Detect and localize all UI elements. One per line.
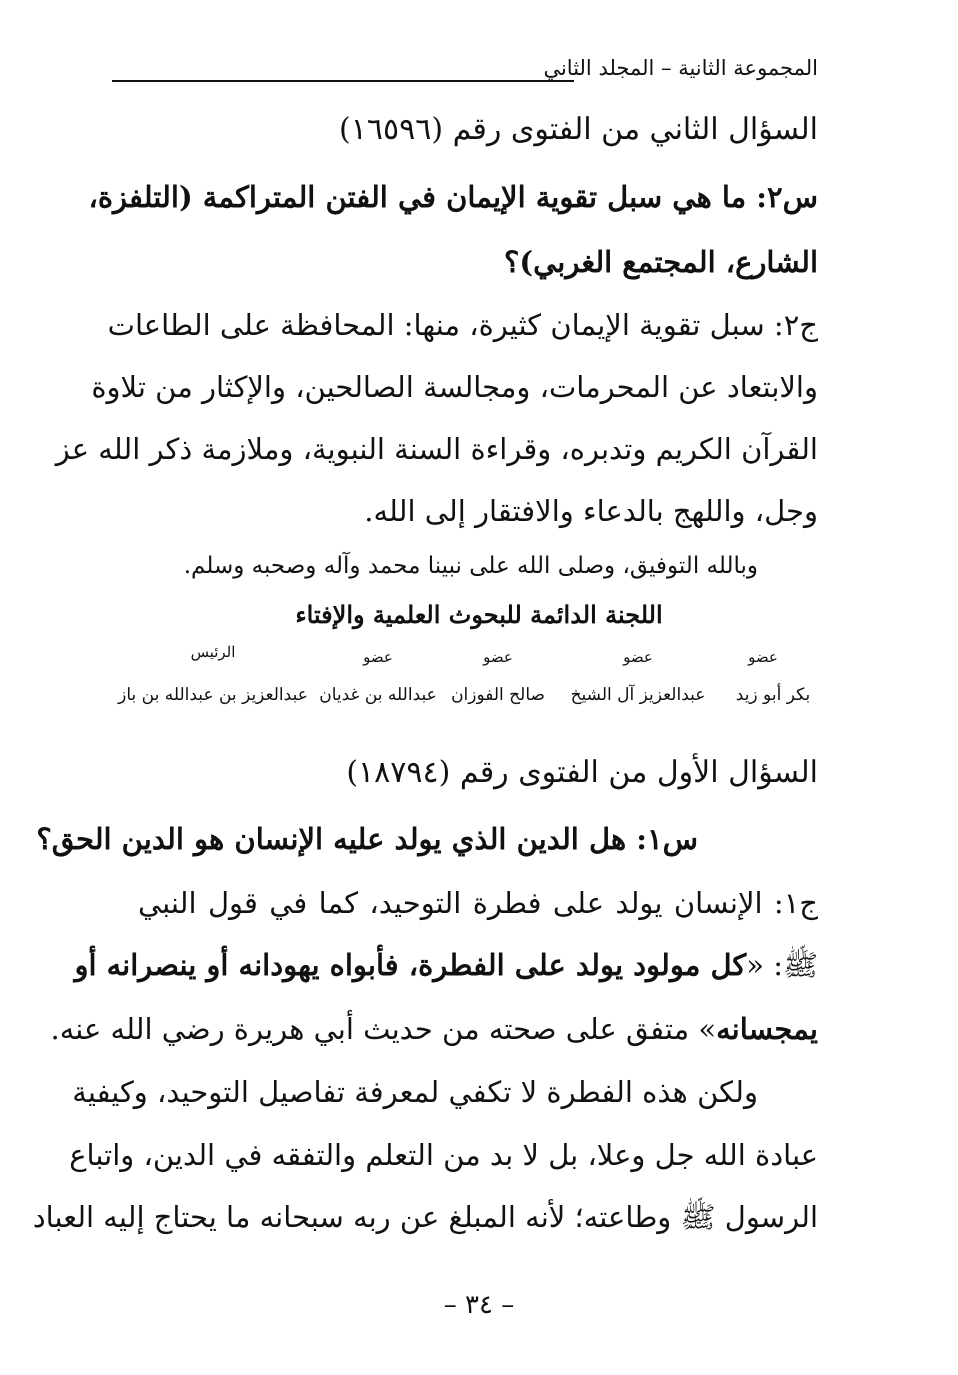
fatwa-2-para-2-line-3: الرسول ﷺ وطاعته؛ لأنه المبلغ عن ربه سبحانه ما يحتاج إليه العباد (32, 1200, 818, 1234)
signatory-2-name: عبدالعزيز آل الشيخ (570, 685, 706, 705)
signatory-1-name: بكر أبو زيد (735, 685, 811, 705)
fatwa-1-answer-line-1: ج٢: سبل تقوية الإيمان كثيرة، منها: المحافظة على الطاعات (107, 308, 818, 342)
fatwa-2-answer-line-3 (50, 1012, 818, 1046)
fatwa-2-para-2-line-2: عبادة الله جل وعلا، بل لا بد من التعلم والتفقه في الدين، واتباع (69, 1138, 818, 1172)
fatwa-1-question-line-1: س٢: ما هي سبل تقوية الإيمان في الفتن المتراكمة (التلفزة، (88, 180, 818, 214)
hadith-text-part-1: كل مولود يولد على الفطرة، فأبواه يهودانه أو ينصرانه أو (74, 948, 747, 982)
header-rule (112, 80, 574, 82)
signatory-5-name: عبدالعزيز بن عبدالله بن باز (118, 685, 308, 705)
page-number: – ٣٤ – (443, 1290, 515, 1320)
signatory-2-title: عضو (623, 648, 653, 666)
hadith-intro: ﷺ: « (746, 948, 818, 982)
fatwa-2-answer-line-2 (74, 948, 818, 990)
signatory-3-title: عضو (483, 648, 513, 666)
signatory-5-title: الرئيس (190, 643, 236, 661)
fatwa-1-answer-line-3: القرآن الكريم وتدبره، وقراءة السنة النبوية، وملازمة ذكر الله عز (55, 432, 818, 466)
signatory-4-name: عبدالله بن غديان (319, 685, 437, 705)
fatwa-1-answer-line-2: والابتعاد عن المحرمات، ومجالسة الصالحين، والإكثار من تلاوة (91, 370, 818, 404)
running-header: المجموعة الثانية – المجلد الثاني (543, 56, 818, 80)
fatwa-1-question-line-2: الشارع، المجتمع الغربي)؟ (503, 245, 818, 279)
fatwa-2-para-2-line-1: ولكن هذه الفطرة لا تكفي لمعرفة تفاصيل التوحيد، وكيفية (72, 1075, 758, 1109)
signatory-4-title: عضو (363, 648, 393, 666)
fatwa-2-heading: السؤال الأول من الفتوى رقم (١٨٧٩٤) (346, 755, 818, 790)
hadith-source: » متفق على صحته من حديث أبي هريرة رضي الله عنه. (50, 1012, 717, 1046)
committee-name: اللجنة الدائمة للبحوث العلمية والإفتاء (295, 600, 663, 629)
fatwa-2-answer-line-1: ج١: الإنسان يولد على فطرة التوحيد، كما في قول النبي (138, 886, 818, 920)
fatwa-1-closing: وبالله التوفيق، وصلى الله على نبينا محمد وآله وصحبه وسلم. (183, 553, 758, 579)
fatwa-2-question: س١: هل الدين الذي يولد عليه الإنسان هو الدين الحق؟ (36, 822, 698, 856)
signatory-1-title: عضو (748, 648, 778, 666)
fatwa-1-answer-line-4: وجل، واللهج بالدعاء والافتقار إلى الله. (364, 494, 818, 528)
fatwa-1-heading: السؤال الثاني من الفتوى رقم (١٦٥٩٦) (339, 112, 818, 147)
hadith-text-part-2: يمجسانه (716, 1012, 818, 1046)
signatory-3-name: صالح الفوزان (451, 685, 545, 705)
